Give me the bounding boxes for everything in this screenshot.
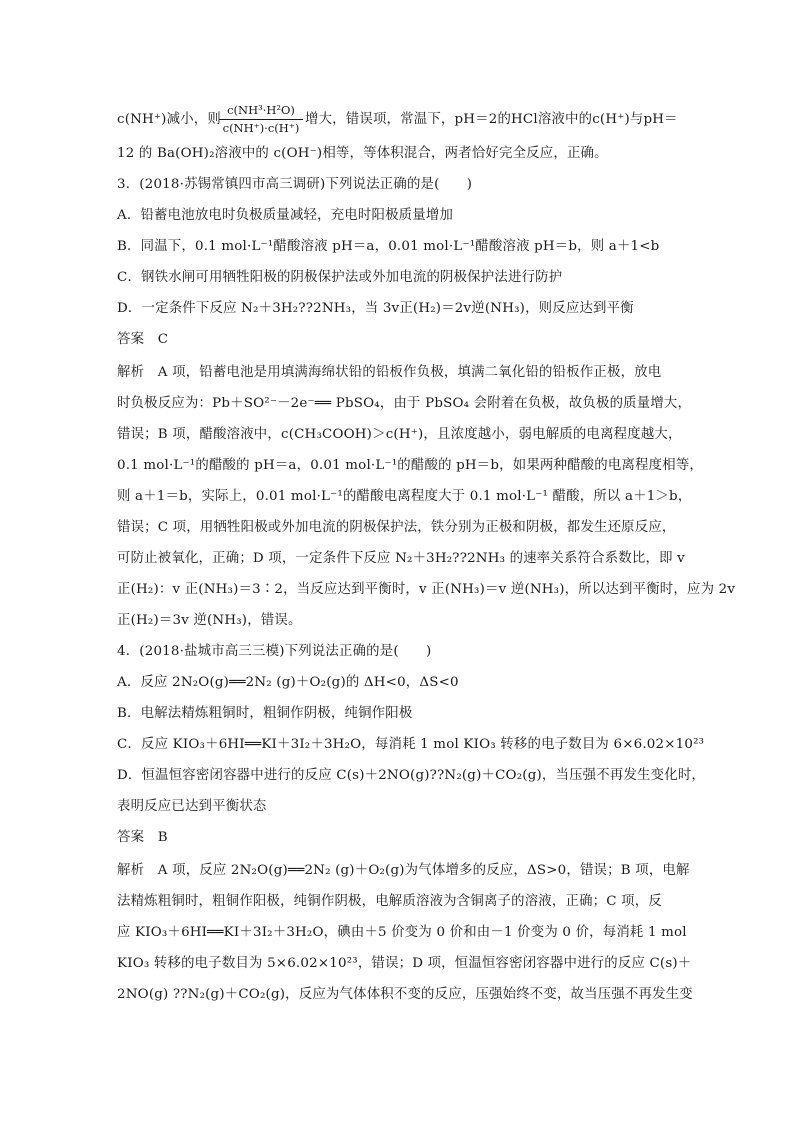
text-line-1b: 增大，错误项，常温下，pH＝2的HCl溶液中的c(H⁺)与pH＝ — [305, 112, 678, 127]
text-line-1a: c(NH⁺)减小，则 — [117, 112, 221, 127]
option-4b: B．电解法精炼粗铜时，粗铜作阴极，纯铜作阳极 — [117, 706, 413, 721]
analysis-4-line-1: 解析 A 项，反应 2N₂O(g)══2N₂ (g)＋O₂(g)为气体增多的反应，ΔS>0，错误；B 项，电解 — [117, 863, 690, 878]
analysis-3-line-4: 0.1 mol·L⁻¹的醋酸的 pH＝a，0.01 mol·L⁻¹的醋酸的 pH＝b，如果两种醋酸的电离程度相等， — [117, 458, 703, 473]
option-4d-line-1: D．恒温恒容密闭容器中进行的反应 C(s)＋2NO(g)??N₂(g)＋CO₂(g)，当压强不再发生变化时， — [117, 768, 705, 783]
analysis-4-line-3: 应 KIO₃＋6HI══KI＋3I₂＋3H₂O，碘由＋5 价变为 0 价和由－1 价变为 0 价，每消耗 1 mol — [117, 925, 687, 940]
analysis-3-line-5: 则 a＋1＝b，实际上，0.01 mol·L⁻¹的醋酸电离程度大于 0.1 mol·L⁻¹ 醋酸，所以 a＋1＞b， — [117, 489, 692, 504]
analysis-4-line-2: 法精炼粗铜时，粗铜作阳极，纯铜作阴极，电解质溶液为含铜离子的溶液，正确；C 项，反 — [117, 894, 662, 909]
analysis-4-line-4: KIO₃ 转移的电子数目为 5×6.02×10²³，错误；D 项，恒温恒容密闭容器中进行的反应 C(s)＋ — [117, 956, 692, 971]
analysis-4-line-5: 2NO(g) ??N₂(g)＋CO₂(g)，反应为气体体积不变的反应，压强始终不变，故当压强不再发生变 — [117, 987, 693, 1002]
text-line-2: 12 的 Ba(OH)₂溶液中的 c(OH⁻)相等，等体积混合，两者恰好完全反应，正确。 — [117, 146, 608, 161]
analysis-3-line-2: 时负极反应为：Pb＋SO²⁻－2e⁻══ PbSO₄，由于 PbSO₄ 会附着在负极，故负极的质量增大， — [117, 396, 692, 411]
option-4c: C．反应 KIO₃＋6HI══KI＋3I₂＋3H₂O，每消耗 1 mol KIO₃ 转移的电子数目为 6×6.02×10²³ — [117, 737, 705, 752]
analysis-3-line-1: 解析 A 项，铅蓄电池是用填满海绵状铅的铅板作负极，填满二氧化铅的铅板作正极，放电 — [117, 365, 662, 380]
option-4d-line-2: 表明反应已达到平衡状态 — [117, 799, 267, 814]
analysis-3-line-3: 错误；B 项，醋酸溶液中，c(CH₃COOH)＞c(H⁺)，且浓度越小，弱电解质的电离程度越大， — [117, 427, 682, 442]
option-4a: A．反应 2N₂O(g)══2N₂ (g)＋O₂(g)的 ΔH<0，ΔS<0 — [117, 675, 459, 690]
fraction-denominator: c(NH⁺)·c(H⁺) — [222, 121, 300, 135]
option-3c: C．钢铁水闸可用牺牲阳极的阴极保护法或外加电流的阴极保护法进行防护 — [117, 270, 563, 285]
option-3a: A．铅蓄电池放电时负极质量减轻，充电时阳极质量增加 — [117, 208, 454, 223]
question-3-title: 3．(2018·苏锡常镇四市高三调研)下列说法正确的是( ) — [117, 177, 473, 192]
analysis-3-line-7: 可防止被氧化，正确；D 项，一定条件下反应 N₂＋3H₂??2NH₃ 的速率关系符合系数比，即 v — [117, 551, 685, 566]
fraction-bar — [219, 119, 303, 120]
question-4-title: 4．(2018·盐城市高三三模)下列说法正确的是( ) — [117, 644, 432, 659]
fraction-numerator: c(NH³·H²O) — [227, 103, 295, 117]
option-3d: D．一定条件下反应 N₂＋3H₂??2NH₃，当 3v正(H₂)＝2v逆(NH₃)，则反应达到平衡 — [117, 301, 634, 316]
option-3b: B．同温下，0.1 mol·L⁻¹醋酸溶液 pH＝a，0.01 mol·L⁻¹醋酸溶液 pH＝b，则 a＋1<b — [117, 239, 660, 254]
answer-4: 答案 B — [117, 830, 168, 845]
analysis-3-line-6: 错误；C 项，用牺牲阳极或外加电流的阴极保护法，铁分别为正极和阴极，都发生还原反应， — [117, 520, 676, 535]
answer-3: 答案 C — [117, 332, 169, 347]
analysis-3-line-9: 正(H₂)＝3v 逆(NH₃)，错误。 — [117, 613, 302, 628]
analysis-3-line-8: 正(H₂)：v 正(NH₃)＝3∶2，当反应达到平衡时，v 正(NH₃)＝v 逆(NH₃)，所以达到平衡时，应为 2v — [117, 582, 736, 597]
